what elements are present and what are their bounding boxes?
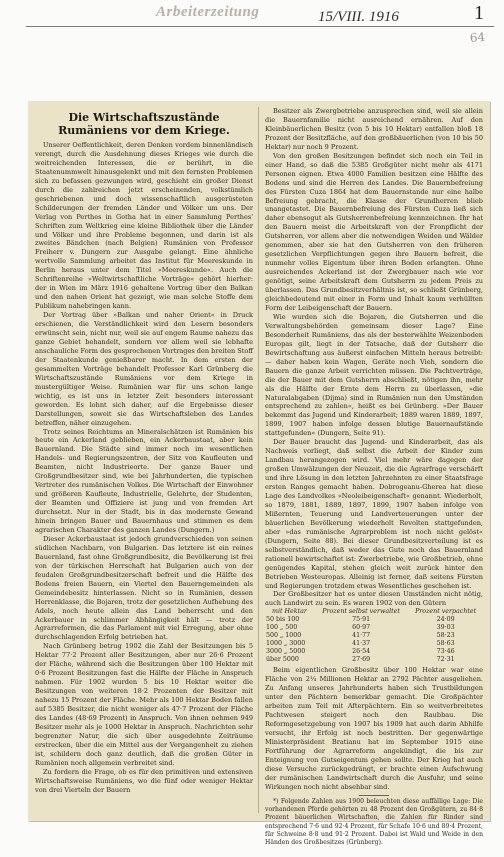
paragraph: Beim eigentlichen Großbesitz über 100 Hektar war eine Fläche von 2¼ Millionen Hektar an 2792 Pächter ausgeliehen. Zu Anfang unseres Jahrhunderts haben sich Trustbildungen unter den Pächtern bemerkbar gemacht. Die Großpächter arbeiten zum Teil mit Afterpächtern. Ein so weitverbreitetes Pachtwesen steigert noch den Raubbau. Die Reformgesetzgebung von 1907 bis 1909 hat auch darin Abhilfe versucht, ihr Erfolg ist noch bestritten. Der gegenwärtige Ministerpräsident Bratianu hat im September 1915 eine Fortführung der Agrarreform angekündigt, die bis zur Enteignung von Gutseigentum gehen sollte. Der Krieg hat auch diese Versuche zurückgedrängt, er brachte einen Aufschwung der rumänischen Landwirtschaft durch die Ausfuhr, und seine Wirkungen noch nicht absehbar sind. [265,666,483,791]
paragraph: Trotz seines Reichtums an Mineralschätzen ist Rumänien bis heute ein Ackerland geblieben, ein Ackerbaustaat, aber kein Bauernland. Die Städte sind immer noch im wesentlichen Handels- und Regierungszentren, der Sitz von Kaufleuten und Beamten, nicht Industrieorte. Der ganze Bauer und Großgrundbesitzer sind, wie bei Jahrhunderten, die typischen Vertreter des rumänischen Volkes. Die Wirtschaft der Einwohner und größeren Kaufleute, Industrielle, Gelehrte, der Studenten, der Beamten und Offiziere ist jung und von fremden Art durchsetzt. Nur in der Stadt, bis in das modernste Gewand hinein bringen Bauer und Bauernhaus und stimmen es dem agrarischen Charakter des ganzen Landes (Dungern.) [35,427,253,534]
estate-statistics-table [265,608,483,664]
table-cell: 50 bis 100 [266,616,300,624]
paragraph: Dieser Ackerbaustaat ist jedoch grundverschieden von seinen südlichen Nachbarn, von Bulgarien. Das letztere ist ein reines Bauernland, fast ohne Großgrundbesitz, die Bevölkerung ist frei von der türkischen Herrschaft hat Bulgarien auch von der feudalen Großgrundbesitzerschaft befreit und die Hälfte des Bodens freien Bauern, ein Viertel den Bauerngemeinden als Gemeindebesitz hinterlassen. Nicht so in Rumänien, dessen Herrenklasse, die Bojaren, trotz der gesetzlichen Aufhebung des Adels, noch heute allein das Land beherrscht und den Ackerbauer in schlimmer Abhängigkeit hält — trotz der Agrarreformen, die das Parlament mit viel Erregung, aber ohne durchschlagenden Erfolg betrieben hat. [35,534,253,642]
table-cell: 24·09 [436,616,455,624]
table-row [265,648,483,656]
paragraph: Zu fordern die Frage, ob es für den primitiven und extensiven Wirtschaftsweise Rumäniens, wo die fünf oder weniger Hektar von drei Vierteln der Bauern [35,767,253,794]
table-cell: 75·91 [352,616,371,624]
table-cell: 39·03 [436,624,455,632]
column-header: Prozent selbst verwaltet [322,608,400,616]
archive-stamp: 64 [469,30,486,46]
footnote: *) Folgende Zahlen aus 1900 beleuchten diese auffällige Lage: Die vorhandenen Pferde gehörten zu 48 Prozent den Großgütern, zu 84·8 Prozent bäuerlichen Wirtschaften, die Zahlen für Rinder sind entsprechend 7·6 und 92·4 Prozent, für Schafe 10·6 und 89·4 Prozent, für Schweine 8·8 und 91·2 Prozent. Dabei ist Wald und Weide in den Händen des Großbesitzes (Grünberg). [265,797,483,847]
table-cell: 73·46 [436,648,455,656]
paragraph: Besitzer als Zwergbetriebe anzusprechen sind, weil sie allein die Bauernfamilie nicht ausreichend ernähren. Auf den Kleinbäuerlichen Besitz (von 5 bis 10 Hektar) entfallen bloß 18 Prozent der Besitzfläche, auf den großbäuerlichen (von 10 bis 50 Hektar) nur noch 9 Prozent. [265,107,483,151]
table-cell: 58·63 [436,640,455,648]
paragraph: Der Großbesitzer hat es unter diesen Umständen nicht nötig, auch Landwirt zu sein. Es waren 1902 von den Gütern [265,590,483,608]
newspaper-clipping [28,101,490,847]
table-cell: 58·23 [436,632,455,640]
paragraph: Der Vortrag über »Balkan und naher Orient« in Druck erschienen, die Verständlichkeit wird den Lesern besonders erwünscht sein, nicht nur, weil sie auf engem Raume nahezu das ganze Gebiet behandelt, sondern vor allem weil sie lebhafte anschauliche Form des gesprochenen Vortrages den breiten Stoff der Staatenkunde genießbarer macht. In dem ersten der gesammelten Vorträge behandelt Professor Karl Grünberg die Wirtschaftszustände Rumäniens vor dem Kriege in mustergültiger Weise. Rumänien war für uns schon lange wichtig, es ist uns in letzter Zeit besonders interessant geworden. Es lohnt sich daher, auf die Ergebnisse dieser Darstellungen, soweit sie das Wirtschaftsleben des Landes betreffen, näher einzugehen. [35,311,253,427]
table-cell: 60·97 [352,624,371,632]
paragraph: Wie wurden sich die Bojaren, die Gutsherren und die Verwaltungsbehörden gemeinsam dieser Lage? Eine Besonderheit Rumäniens, das als der besterwählte Weizenboden Europas gilt, liegt in der Tatsache, daß der Gutsherr die Bewirtschaftung aus äußerst einfachen Mitteln heraus betreibt: — daher haben kein Wagen, Geräte noch Vieh, sondern die Bauern die ganze Arbeit verrichten müssen. Die Pachtverträge, die der Bauer mit dem Gutsherrn abschließt, nötigen ihn, mehr als die Hälfte der Ernte dem Herrn zu überlassen, »die Naturalabgaben (Dijma) sind in Rumänien nun den Umständen entsprechend zu zahlen«, heißt es bei Grünberg. »Der Bauer bekommt das Jugend und Kinderarbeit; 1889 waren 1889, 1897, 1899, 1907 haben infolge dessen blutige Bauernaufstände stattgefunden« (Dungern, Seite 91). [265,312,483,438]
table-cell: 41·37 [352,640,371,648]
footnote-rule [359,795,389,796]
header-rule [26,26,494,27]
article-title: Die Wirtschaftszustände Rumäniens vor dem Kriege. [58,111,230,137]
table-row [265,624,483,632]
table-row [265,656,483,664]
table-cell: 3000 „ 5000 [266,648,306,656]
table-cell: über 5000 [266,656,299,664]
table-row [265,632,483,640]
left-column [35,107,253,813]
paragraph: Unserer Oeffentlichkeit, deren Denken vordem binnenländisch verengt, durch die Ausdehnung dieses Krieges wie durch die weitreichenden Interessen, die er berührt, in die Staatenummwelt hinausgelenkt und mit den fernsten Problemen sich zu befassen gezwungen wird, geschieht ein großer Dienst durch die zahlreichen jetzt erscheinenden, volkstümlich geschriebenen und doch wissenschaftlich ausgerüsteten Schilderungen der fremden Länder und Völker um uns. Der Verlag von Perthes in Gotha hat in einer Sammlung Perthes' Schriften zum Weltkrieg eine kleine Bibliothek über die Länder und Völker und ihre Probleme begonnen, und darin ist als zweites Bändchen (nach Belgien) Rumänien von Professor Freiherr v. Dungern zur Ausgabe gelangt. Eine ähnliche wertvolle Sammlung arbeitet das Institut für Meereskunde in Berlin heraus unter dem Titel »Meereskunde«. Auch die Schriftenreihe »Weltwirtschaftliche Vorträge« gehört hierher: der in Wien im März 1916 gehaltene Vortrag über den Balkan und den nahen Orient hat gezeigt, wie man solche Stoffe dem Publikum nahebringen kann. [35,141,253,311]
paragraph: Nach Grünberg betrug 1902 die Zahl der Besitzungen bis 5 Hektar 77·2 Prozent aller Besitzungen, aber nur 26·6 Prozent der Fläche, während sich die Besitzungen über 100 Hektar mit 0·6 Prozent Besitzungen fast die Hälfte der Fläche in Anspruch nahmen. Für 1902 wurden 5 bis 10 Hektar weiter die Besitzungen von weiteren 18·2 Prozenten der Besitzer mit nahezu 15 Prozent der Fläche. Mehr als 100 Hektar Boden fallen auf 5385 Besitzer, die nicht weniger als 47·7 Prozent der Fläche des Landes (48·69 Prozent) in Anspruch. Von ihnen nehmen 949 Besitzer mehr als je 1000 Hektar in Anspruch. Nachrichten sehr begrenzter Natur, die sich über ausgedehnte Zeiträume erstrecken, über die ein Mittel aus der Vergangenheit zu ziehen ist, schildern doch ganz deutlich, daß die großen Güter in Rumänien noch allgemein verbreitet sind. [35,642,253,767]
table-row [265,640,483,648]
table-cell: 100 „ 500 [266,624,298,632]
page-number: 1 [474,2,484,24]
table-cell: 41·77 [352,632,371,640]
table-row [265,616,483,624]
handwritten-date: 15/VIII. 1916 [318,9,399,25]
table-cell: 27·69 [352,656,371,664]
table-cell: 26·54 [352,648,371,656]
right-column [265,107,483,847]
table-cell: 72·31 [436,656,455,664]
paragraph: Von den großen Besitzungen befindet sich noch ein Teil in einer Hand, so daß die 5385 Großgüter nicht mehr als 4171 Personen eignen. Etwa 4000 Familien besitzen eine Hälfte des Bodens und sind die Herren des Landes. Die Bauernbefreiung des Fürsten Cuza 1864 hat dem Bauernstande nur eine halbe Befreiung gebracht, die Klasse der Grundherren blieb unangetastet. Die Bauernbefreiung des Fürsten Cuza ließ sich daher ebensogut als Gutsherrenbefreiung kennzeichnen. Ihr hat den Bauern meist die Arbeitskraft von der Fronpflicht der Gutsherren, vor allem aber die notwendigen Weiden und Wälder genommen, aber sie hat den Gutsherren von den früheren gesetzlichen Verpflichtungen gegen ihre Bauern befreit, die nunmehr volles Eigentum über ihren Boden erlangten. Ohne ausreichendes Ackerland ist der Zwergbauer nach wie vor genötigt, seine Arbeitskraft dem Gutsherrn zu jedem Preis zu überlassen. Das Grundbesitzverhältnis ist, so schließt Grünberg, gleichbedeutend mit einer in Form und Inhalt kaum verhüllten Form der Leibeigenschaft der Bauern. [265,151,483,312]
column-header: Prozent verpachtet [415,608,477,616]
paragraph: Der Bauer braucht das Jugend- und Kinderarbeit, das als Nachweis vorliegt, daß selbst die Arbeit der Kinder zum Landbau herangezogen wird. Viel mehr wäre dagegen der großen Umwälzungen der Neuzeit, die die Agrarfrage verschärft und ihre Lösung in den letzten Jahrzehnten zu einer Staatsfrage ersten Ranges gemacht haben. Dobrogeanu-Gherea hat diese Lage des Landvolkes »Neoleibeigenschaft« genannt. Wiederholt, so 1879, 1881, 1889, 1897, 1899, 1907 haben infolge von Mißernten, Teuerung und Landverteuerungen unter der bäuerlichen Bevölkerung wiederholt Revolten stattgefunden, aber »das rumänische Agrarproblem ist noch nicht gelöst« (Dungern, Seite 88). Bei dieser Grundbesitzverteilung ist es selbstverständlich, daß weder das Gute noch das Bauernland rationell bewirtschaftet ist: Zwerbetriebe, wie Großbetrieb, ohne genügendes Kapital, stehen gleich weit zurück hinter den Betrieben Westeuropas. Alleinig ist ferner, daß seitens Fürsten und Regierungen trotzdem etwas Wesentliches geschehen ist. [265,438,483,590]
newspaper-name: Arbeiterzeitung [156,4,260,20]
table-header-row [265,608,483,616]
table-cell: 500 „ 1000 [266,632,302,640]
table-cell: 1000 „ 3000 [266,640,306,648]
column-header: mit Hektar [272,608,307,616]
column-divider [258,107,259,813]
